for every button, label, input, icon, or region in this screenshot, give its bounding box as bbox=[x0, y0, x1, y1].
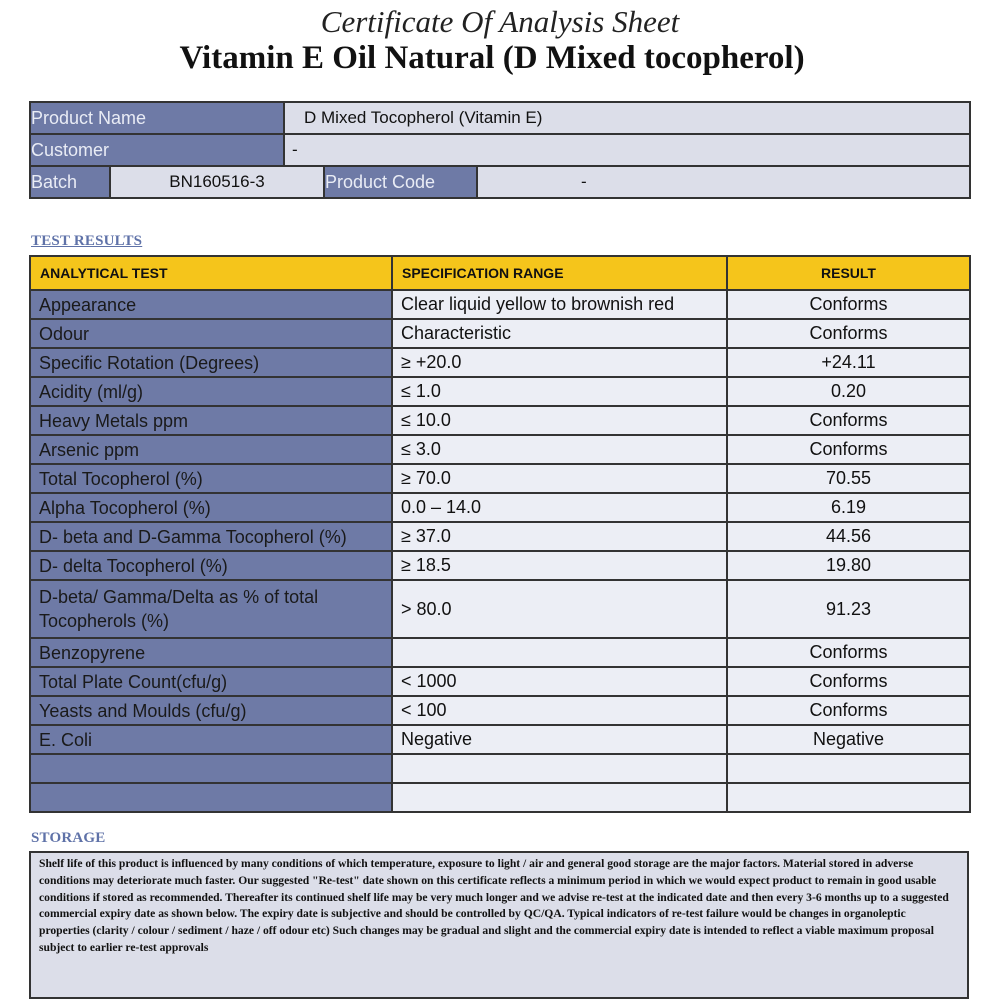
analytical-test-cell: E. Coli bbox=[30, 725, 392, 754]
table-row bbox=[30, 522, 970, 551]
analytical-test-cell: Benzopyrene bbox=[30, 638, 392, 667]
analytical-test-cell: Odour bbox=[30, 319, 392, 348]
results-body bbox=[30, 290, 970, 812]
result-cell: 6.19 bbox=[727, 493, 970, 522]
analytical-test-cell: D- delta Tocopherol (%) bbox=[30, 551, 392, 580]
specification-cell: Characteristic bbox=[392, 319, 727, 348]
analytical-test-cell: D-beta/ Gamma/Delta as % of total Tocopherols (%) bbox=[30, 580, 392, 638]
result-cell: Conforms bbox=[727, 319, 970, 348]
specification-cell: < 1000 bbox=[392, 667, 727, 696]
specification-cell: Negative bbox=[392, 725, 727, 754]
analytical-test-cell: D- beta and D-Gamma Tocopherol (%) bbox=[30, 522, 392, 551]
result-cell bbox=[727, 783, 970, 812]
analytical-test-cell: Acidity (ml/g) bbox=[30, 377, 392, 406]
batch-value: BN160516-3 bbox=[110, 166, 324, 198]
table-row bbox=[30, 377, 970, 406]
table-row bbox=[30, 667, 970, 696]
specification-cell bbox=[392, 783, 727, 812]
document-title: Certificate Of Analysis Sheet bbox=[320, 4, 680, 39]
specification-cell: ≥ +20.0 bbox=[392, 348, 727, 377]
table-row bbox=[30, 725, 970, 754]
table-row bbox=[30, 290, 970, 319]
analytical-test-cell: Total Tocopherol (%) bbox=[30, 464, 392, 493]
storage-heading: STORAGE bbox=[31, 830, 106, 846]
specification-cell: ≤ 10.0 bbox=[392, 406, 727, 435]
analytical-test-cell: Arsenic ppm bbox=[30, 435, 392, 464]
specification-cell: < 100 bbox=[392, 696, 727, 725]
analytical-test-cell: Heavy Metals ppm bbox=[30, 406, 392, 435]
column-header-specification-range: SPECIFICATION RANGE bbox=[392, 256, 727, 290]
table-row bbox=[30, 464, 970, 493]
product-name-value: D Mixed Tocopherol (Vitamin E) bbox=[284, 102, 970, 134]
table-row bbox=[30, 493, 970, 522]
specification-cell: > 80.0 bbox=[392, 580, 727, 638]
storage-text: Shelf life of this product is influenced by many conditions of which temperature, exposure to light / air and general good storage are the major factors. Material stored in adverse conditions may deteriorate much faster. Our suggested "Re-test" date shown on this certificate reflects a minimum period in which we would expect product to remain in good usable conditions if stored as recommended. Thereafter its continued shelf life may be very much longer and we advise re-test at the indicated date and then every 3-6 months up to a suggested commercial expiry date as shown below. The expiry date is subjective and should be controlled by QC/QA. Typical indicators of re-test failure would be changes in organoleptic properties (clarity / colour / sediment / haze / off odour etc) Such changes may be gradual and slight and the commercial expiry date is intended to reflect a viable maximum proposal subject to earlier re-test approvals bbox=[29, 851, 969, 999]
analytical-test-cell: Specific Rotation (Degrees) bbox=[30, 348, 392, 377]
specification-cell: ≥ 37.0 bbox=[392, 522, 727, 551]
table-row bbox=[30, 406, 970, 435]
analytical-test-cell: Appearance bbox=[30, 290, 392, 319]
result-cell: Conforms bbox=[727, 435, 970, 464]
specification-cell: 0.0 – 14.0 bbox=[392, 493, 727, 522]
table-row bbox=[30, 696, 970, 725]
specification-cell: ≥ 18.5 bbox=[392, 551, 727, 580]
document-subtitle: Vitamin E Oil Natural (D Mixed tocopherol) bbox=[179, 40, 805, 76]
table-row bbox=[30, 551, 970, 580]
result-cell: Conforms bbox=[727, 290, 970, 319]
result-cell: 91.23 bbox=[727, 580, 970, 638]
result-cell: Negative bbox=[727, 725, 970, 754]
result-cell: Conforms bbox=[727, 696, 970, 725]
table-row bbox=[30, 348, 970, 377]
specification-cell bbox=[392, 754, 727, 783]
result-cell: 44.56 bbox=[727, 522, 970, 551]
batch-row bbox=[30, 166, 970, 198]
result-cell: +24.11 bbox=[727, 348, 970, 377]
analytical-test-cell: Alpha Tocopherol (%) bbox=[30, 493, 392, 522]
specification-cell: ≤ 3.0 bbox=[392, 435, 727, 464]
test-results-heading: TEST RESULTS bbox=[31, 233, 143, 249]
customer-value: - bbox=[284, 134, 970, 166]
analytical-test-cell: Yeasts and Moulds (cfu/g) bbox=[30, 696, 392, 725]
specification-cell: Clear liquid yellow to brownish red bbox=[392, 290, 727, 319]
specification-cell bbox=[392, 638, 727, 667]
result-cell bbox=[727, 754, 970, 783]
column-header-analytical-test: ANALYTICAL TEST bbox=[30, 256, 392, 290]
result-cell: 0.20 bbox=[727, 377, 970, 406]
batch-label: Batch bbox=[30, 166, 110, 198]
analytical-test-cell: Total Plate Count(cfu/g) bbox=[30, 667, 392, 696]
result-cell: Conforms bbox=[727, 667, 970, 696]
results-header-row bbox=[30, 256, 970, 290]
specification-cell: ≥ 70.0 bbox=[392, 464, 727, 493]
result-cell: 70.55 bbox=[727, 464, 970, 493]
table-row bbox=[30, 319, 970, 348]
product-code-value: - bbox=[477, 166, 970, 198]
analytical-test-cell bbox=[30, 783, 392, 812]
table-row bbox=[30, 580, 970, 638]
product-name-label: Product Name bbox=[30, 102, 284, 134]
table-row bbox=[30, 435, 970, 464]
product-name-row bbox=[30, 102, 970, 134]
table-row bbox=[30, 783, 970, 812]
product-info-table bbox=[29, 101, 971, 199]
result-cell: Conforms bbox=[727, 406, 970, 435]
test-results-table bbox=[29, 255, 971, 813]
column-header-result: RESULT bbox=[727, 256, 970, 290]
specification-cell: ≤ 1.0 bbox=[392, 377, 727, 406]
result-cell: 19.80 bbox=[727, 551, 970, 580]
table-row bbox=[30, 638, 970, 667]
customer-row bbox=[30, 134, 970, 166]
analytical-test-cell bbox=[30, 754, 392, 783]
product-code-label: Product Code bbox=[324, 166, 477, 198]
customer-label: Customer bbox=[30, 134, 284, 166]
result-cell: Conforms bbox=[727, 638, 970, 667]
table-row bbox=[30, 754, 970, 783]
